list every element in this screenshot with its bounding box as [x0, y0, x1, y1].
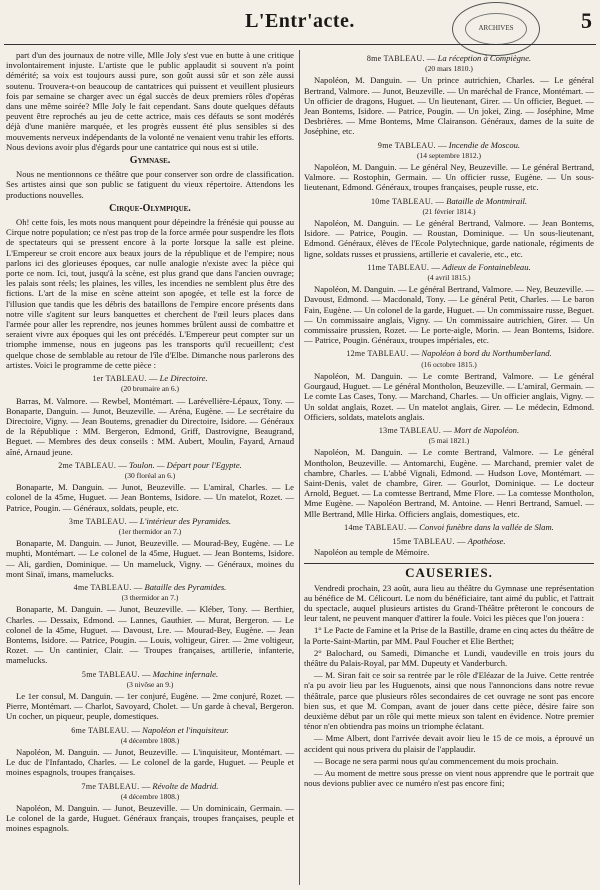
tableau-number: 2me TABLEAU. [58, 460, 117, 470]
causerie-paragraph: — Au moment de mettre sous presse on vient nous apprendre que le portrait que nous devions publier avec ce numéro n'est pas encore fini; [304, 768, 594, 789]
causeries-list [304, 583, 594, 789]
tableau-number: 13me TABLEAU. [378, 425, 442, 435]
tableau-cast: Bonaparte, M. Danguin. — Junot, Beuzeville. — Kléber, Tony. — Berthier, Charles. — Dessaix, Edmond. — Lannes, Gauthier. — Murat, Bergeron. — Le colonel de la 45me, Huguet. — Davoust, Lre. — Mourad-Bey, Eugène. — Jean Bontems, Isidore. — Patrice, Pougin. — Louis, voltigeur, Girer. — 2me voltigeur, Rozet. — Un cantinier, Clair. — Troupes françaises, artillerie, infanterie, mamelucks. [6, 604, 294, 666]
tableau-cast: Barras, M. Valmore. — Rewbel, Montémart. — Larévellière-Lépaux, Tony. — Bonaparte, Danguin. — Junot, Beuzeville. — Aréna, Eugène. — Le secrétaire du Directoire, Vigny. — Jean Boutems, grenadier du Directoire, Isidore. — Généraux de la République : MM. Bergeron, Edmond, Griff, Dastrovigne, Beaugrand, Beguet. — Membres des deux conseils : MM. Aubert, Moulin, Fayard, Arnaud aîné, Arnaud jeune. [6, 395, 294, 457]
tableau-date: (20 brumaire an 6.) [121, 384, 179, 394]
tableau-block [304, 536, 594, 557]
tableau-cast: Napoléon au temple de Mémoire. [314, 547, 430, 558]
tableau-heading: 2me TABLEAU. — Toulon. — Départ pour l'Egypte. [58, 459, 242, 470]
cirque-heading: Cirque-Olympique. [109, 202, 191, 214]
tableau-number: 8me TABLEAU. [366, 54, 425, 63]
tableau-number: 15me TABLEAU. [392, 536, 455, 546]
causerie-paragraph: 2° Balochard, ou Samedi, Dimanche et Lundi, vaudeville en trois jours du théâtre du Palais-Royal, par MM. Dupeuty et Vanderburch. [304, 647, 594, 668]
tableau-title: Napoléon et l'inquisiteur. [142, 724, 229, 735]
tableau-title: Toulon. — Départ pour l'Egypte. [129, 459, 242, 470]
left-column [6, 50, 294, 885]
causerie-paragraph: Vendredi prochain, 23 août, aura lieu au théâtre du Gymnase une représentation au bénéfice de M. Célicourt. Le nom du bénéficiaire, tant aimé du public, et l'attrait du spectacle, auquel plusieurs artistes du Grand-Théâtre prêteront le concours de leur talent, ne peuvent manquer d'attirer la foule. Voici les pièces que l'on jouera : [304, 582, 594, 624]
right-tableaux-list [304, 53, 594, 557]
tableau-heading: 4me TABLEAU. — Bataille des Pyramides. [73, 581, 227, 592]
tableau-number: 3me TABLEAU. [68, 516, 127, 526]
tableau-block [304, 140, 594, 193]
tableau-block [6, 582, 294, 666]
tableau-block [304, 348, 594, 421]
tableau-number: 6me TABLEAU. [71, 725, 130, 735]
right-column [304, 50, 594, 885]
tableau-cast: Napoléon, M. Danguin. — Le comte Bertrand, Valmore. — Le général Montholon, Beuzeville. — Antomarchi, Eugène. — Marchand, premier valet de chambre, Charles. — L'abbé Vignali, Edmond. — Hudson Love, Montémart. — Saint-Denis, valet de chambre, Girer. — Gourlot, Dominique. — Le docteur Arnold, Beguet. — La comtesse Bertrand, Mme Flore. — La comtesse Montholon, Mme Eugène. — Napoléon Bertrand, M. Antoine. — Henri Bertrand, Samuel. — Mlle Bertrand, Mlle Hirka. Officiers anglais, domestiques, etc. [304, 447, 594, 519]
page-number: 5 [581, 8, 592, 33]
column-divider [299, 50, 300, 885]
tableau-heading: 13me TABLEAU. — Mort de Napoléon. [378, 424, 520, 435]
tableau-heading: 10me TABLEAU. — Bataille de Montmirail. [370, 195, 528, 206]
tableau-heading: 9me TABLEAU. — Incendie de Moscou. [377, 139, 521, 150]
tableau-cast: Napoléon, M. Danguin. — Le général Bertrand, Valmore. — Ney, Beuzeville. — Davoust, Edmond. — Macdonald, Tony. — Le général Petit, Charles. — Le baron Fain, Eugène. — Un colonel de la garde, Huguet. — Un commissaire russe, Beguet. — Un commissaire anglais, Vigny. — Un commissaire autrichien, Girer. — Un commissaire prussien, Rozet. — Le porte-aigle, Morin. — Jean Bontems, Isidore. — Patrice, Pougin. Généraux, troupes impériales, etc. [304, 284, 594, 346]
causerie-paragraph: 1° Le Pacte de Famine et la Prise de la Bastille, drame en cinq actes du théâtre de la Porte-Saint-Martin, par MM. Paul Foucher et Elie Berthet; [304, 625, 594, 646]
tableau-date: (30 floréal an 6.) [124, 470, 176, 480]
tableau-title: Napoléon à bord du Northumberland. [421, 348, 552, 359]
tableau-date: (3 thermidor an 7.) [121, 593, 179, 603]
tableau-heading: 8me TABLEAU. — La réception à Compiègne. [366, 53, 532, 63]
tableau-title: Bataille de Montmirail. [446, 195, 528, 206]
tableau-block [304, 522, 594, 533]
tableau-block [304, 196, 594, 259]
tableau-cast: Napoléon, M. Danguin. — Le général Bertrand, Valmore. — Jean Bontems, Isidore. — Patrice, Pougin. — Roustan, Dominique. — Un sous-lieutenant, Edmond. Généraux, élèves de l'Ecole Polytechnique, garde nationale, régiments de ligne, soldats russes et prussiens, artillerie et cavalerie, etc., etc. [304, 218, 594, 259]
tableau-date: (1er thermidor an 7.) [118, 526, 182, 536]
tableau-cast: Napoléon, M. Danguin. — Junot, Beuzeville. — L'inquisiteur, Montémart. — Le duc de l'Infantado, Charles. — Le colonel de la garde, Huguet. — Peuple et moines espagnols, troupes françaises. [6, 747, 294, 778]
tableau-cast: Bonaparte, M. Danguin. — Junot, Beuzeville. — Mourad-Bey, Eugène. — Le muphti, Montémart. — Le colonel de la 45me, Huguet. — Jean Bontems, Isidore. — Ali, gardien, Dominique. — Un mameluck, Vigny. — Généraux, moines du mont Sinaï, imans, mamelucks. [6, 538, 294, 579]
tableau-heading: 14me TABLEAU. — Convoi funèbre dans la vallée de Slam. [344, 521, 554, 532]
tableau-heading: 1er TABLEAU. — Le Directoire. [92, 373, 208, 384]
tableau-cast: Bonaparte, M. Danguin. — Junot, Beuzeville. — L'amiral, Charles. — Le colonel de la 45me, Huguet. — Jean Bontems, Isidore. — Un matelot, Rozet. — Patrice, Pougin. — Généraux, soldats, peuple, etc. [6, 482, 294, 513]
tableau-date: (16 octobre 1815.) [421, 359, 477, 369]
tableau-date: (5 mai 1821.) [428, 436, 470, 446]
tableau-title: Apothéose. [467, 535, 506, 546]
causerie-paragraph: — Bocage ne sera parmi nous qu'au commencement du mois prochain. [314, 755, 559, 766]
tableau-title: Mort de Napoléon. [453, 424, 520, 435]
tableau-block [6, 516, 294, 579]
tableau-block [6, 460, 294, 513]
tableau-heading: 5me TABLEAU. — Machine infernale. [81, 668, 219, 679]
tableau-number: 10me TABLEAU. [370, 196, 434, 206]
tableau-block [6, 781, 294, 834]
tableau-date: (4 décembre 1808.) [120, 735, 180, 745]
tableau-number: 14me TABLEAU. [344, 522, 407, 532]
tableau-title: L'intérieur des Pyramides. [139, 515, 232, 526]
causerie-paragraph: — M. Siran fait ce soir sa rentrée par le rôle d'Eléazar de la Juive. Cette rentrée n'a pu avoir lieu par les Huguenots, ainsi que nous l'annoncions dans notre revue théâtrale, parce que plusieurs rôles secondaires de cet ouvrage ne sont pas encore bien sus, et que M. Compan, avant de jouer dans cette pièce, désire faire son deuxième début par un rôle qui mette mieux son talent en évidence. Notre premier ténor n'en obtiendra pas moins un triomphe éclatant. [304, 670, 594, 732]
tableau-cast: Napoléon, M. Danguin. — Le comte Bertrand, Valmore. — Le général Gourgaud, Huguet. — Le général Montholon, Beuzeville. — L'amiral, Germain. — Le comte Las Cases, Tony. — Marchand, Charles. — Un officier anglais, Vigny. — Un soldat anglais, Rozet. — Un matelot anglais, Girer. — Le médecin, Edmond. Officiers, soldats, matelots anglais. [304, 370, 594, 422]
tableau-title: Le Directoire. [159, 373, 208, 384]
tableau-heading: 11me TABLEAU. — Adieux de Fontainebleau. [367, 261, 531, 272]
tableau-heading: 6me TABLEAU. — Napoléon et l'inquisiteur. [71, 724, 229, 735]
causerie-paragraph: — Mme Albert, dont l'arrivée devait avoir lieu le 15 de ce mois, a éprouvé un accident qui nous privera du plaisir de l'applaudir. [304, 733, 594, 754]
tableau-heading: 7me TABLEAU. — Révolte de Madrid. [81, 780, 219, 791]
tableau-date: (3 nivôse an 9.) [126, 679, 174, 689]
tableau-number: 1er TABLEAU. [92, 374, 147, 384]
tableau-block [304, 425, 594, 519]
tableau-title: La réception à Compiègne. [437, 53, 532, 63]
tableau-number: 9me TABLEAU. [377, 140, 436, 150]
tableau-number: 11me TABLEAU. [367, 262, 430, 272]
tableau-title: Révolte de Madrid. [152, 780, 219, 791]
tableau-block [304, 262, 594, 346]
cirque-paragraph: Oh! cette fois, les mots nous manquent pour dépeindre la frénésie qui pousse au Cirque notre population; ce n'est pas trop de la force armée pour suspendre les flots de spectateurs qui se pressent encore à la porte lorsque la salle est pleine. L'Empereur se croit encore aux beaux jours de la république et de l'empire; nous parlons ici des glorieuses époques, car nulle analogie n'existe avec la pièce qui porte ce nom. Ici, tout, jusqu'à la scène, est plus grand que dans l'ancien ouvrage; les palais sont réels; les plaines, les villes, les incendies ne semblent plus être des fictions. L'art de la mise en scène atteint son apogée, et telle est la force de l'illusion que tandis que les débris des bataillons de l'empire encore présents dans notre ville s'agitent sur leurs banquettes et cherchent de l'œil leurs places dans l'armée pour aller les reprendre, nos jeunes hommes brûlent aussi de combattre et seraient vivre aux époques qui les ont précédés. L'Empereur peut compter sur un triomphe immense, nous en jugeons pas les transports qu'il recueillent; c'est quelque chose de semblable au retour de l'île d'Elbe. Dimanche nous parlerons des artistes. Voici le programme de cette pièce : [6, 217, 294, 370]
tableau-number: 4me TABLEAU. [73, 582, 132, 592]
tableau-cast: Napoléon, M. Danguin. — Le général Ney, Beuzeville. — Le général Bertrand, Valmore. — Rostophin, Germain. — Un officier russe, Eugène. — Un sous-lieutenant, Edmond. Généraux, troupes françaises, peuple russe, etc. [304, 162, 594, 193]
tableau-heading: 12me TABLEAU. — Napoléon à bord du Northumberland. [346, 348, 552, 359]
tableau-title: Adieux de Fontainebleau. [442, 261, 531, 272]
tableau-cast: Napoléon, M. Danguin. — Un prince autrichien, Charles. — Le général Bertrand, Valmore. — Junot, Beuzeville. — Un maréchal de France, Montémart. — Un officier de dragons, Huguet. — Un lieutenant, Girer. — Un officier, Beguet. — Jean Bontems, Isidore. — Patrice, Pougin. — Un jokei, Zing. — Joséphine, Mme Desbrières. — Mme Bontems, Mme Clairanson. Généraux, dames de la suite de Joséphine, etc. [304, 75, 594, 137]
tableau-date: (20 mars 1810.) [425, 64, 473, 74]
tableau-heading: 3me TABLEAU. — L'intérieur des Pyramides. [68, 515, 232, 526]
tableau-cast: Le 1er consul, M. Danguin. — 1er conjuré, Eugène. — 2me conjuré, Rozet. — Pierre, Montémart. — Charlot, Savoyard, Cholet. — Un garde à cheval, Bergeron. Un cocher, un piqueur, peuple, domestiques. [6, 690, 294, 722]
intro-paragraph: part d'un des journaux de notre ville, Mlle Joly s'est vue en butte à une critique involontairement injuste. L'artiste que le public applaudit si souvent n'a point démérité; sa voix est toujours aussi pure, son goût aussi sûr et son zèle aussi soutenu. Trouvera-t-on beaucoup de cantatrices qui puissent et veuillent plusieurs fois par semaine se charger avec un égal succès de deux premiers rôles d'opéras dans une même soirée? Mlle Joly le fait cependant. Sans doute quelques défauts peuvent être reprochés au jeu de cette actrice, mais ces défauts se sont modérés déjà d'une manière marquée, et les progrès eussent été plus sensibles si des mouvements nerveux indépendants de la volonté ne venaient venu trahir les efforts. Nous devions avoir plus d'égards pour une cantatrice qui nous est si utile. [6, 50, 294, 152]
tableau-block [6, 669, 294, 722]
gymnase-heading: Gymnase. [129, 155, 171, 167]
left-tableaux-list [6, 373, 294, 834]
tableau-number: 7me TABLEAU. [81, 781, 140, 791]
tableau-cast: Napoléon, M. Danguin. — Junot, Beuzeville. — Un dominicain, Germain. — Le colonel de la garde, Huguet. Généraux français, troupes françaises, peuple et moines espagnols. [6, 803, 294, 834]
tableau-date: (14 septembre 1812.) [417, 150, 481, 160]
header-rule [4, 44, 596, 45]
tableau-date: (21 février 1814.) [422, 206, 476, 216]
causeries-heading: CAUSERIES. [304, 563, 594, 578]
tableau-block [304, 53, 594, 137]
tableau-block [6, 725, 294, 778]
tableau-number: 5me TABLEAU. [81, 669, 140, 679]
tableau-title: Convoi funèbre dans la vallée de Slam. [419, 521, 554, 532]
archive-stamp-icon: ARCHIVES [452, 2, 540, 56]
masthead [0, 0, 600, 46]
tableau-date: (4 décembre 1808.) [120, 791, 180, 801]
gymnase-paragraph: Nous ne mentionnons ce théâtre que pour conserver son ordre de classification. Ses artistes ainsi que son public se fatiguent du vieux répertoire. Attendons les productions nouvelles. [6, 169, 294, 200]
tableau-date: (4 avril 1815.) [427, 273, 471, 283]
tableau-title: Machine infernale. [152, 668, 219, 679]
tableau-title: Incendie de Moscou. [448, 139, 521, 150]
tableau-title: Bataille des Pyramides. [144, 581, 227, 592]
tableau-number: 12me TABLEAU. [346, 349, 409, 359]
page-title: L'Entr'acte. [245, 10, 355, 32]
tableau-heading: 15me TABLEAU. — Apothéose. [392, 535, 506, 546]
tableau-block [6, 373, 294, 457]
